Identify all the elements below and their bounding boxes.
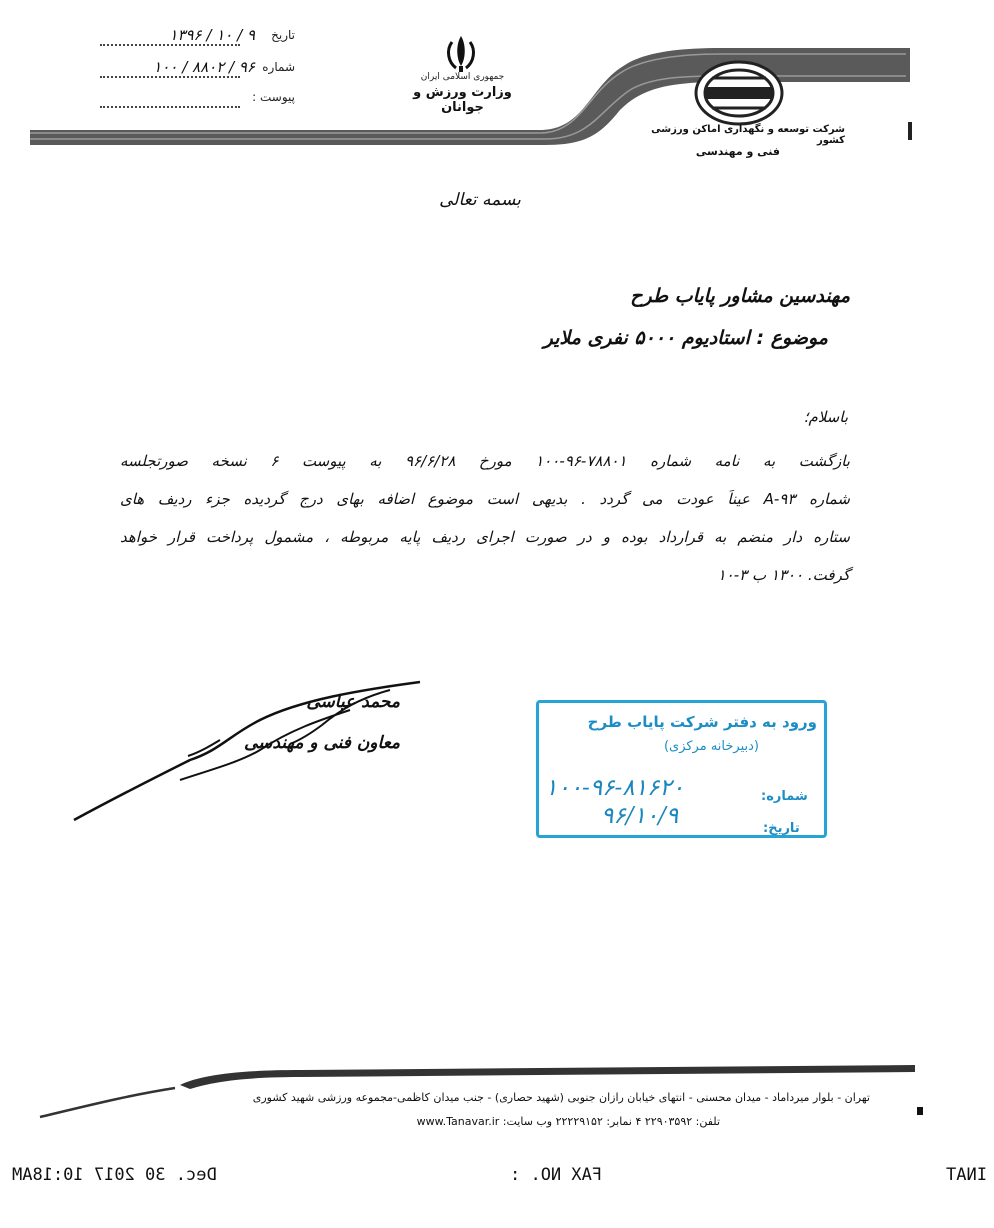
body-line-1: بازگشت به نامه شماره ۷۸۸۰۱-۹۶-۱۰۰ مورخ ۹۶/۶/۲۸ به پیوست ۶ نسخه صورتجلسه [120,452,850,470]
subject-line: موضوع : استادیوم ۵۰۰۰ نفری ملایر [543,327,828,349]
signer-title: معاون فنی و مهندسی [244,733,400,753]
ministry-name: وزارت ورزش و جوانان [413,85,512,115]
footer-mark [917,1107,923,1115]
greeting: باسلام؛ [803,408,848,426]
footer-address: تهران - بلوار میرداماد - میدان محسنی - انتهای خیابان رازان جنوبی (شهید حصاری) - جنب میدان کاظمی-مجموعه ورزشی شهید کشوری [252,1091,870,1104]
company-name: شرکت توسعه و نگهداری اماکن ورزشی کشور [651,124,845,146]
body-line-4: گرفت. ۱۳۰۰ ب ۳-۱۰ [717,566,850,584]
tanavar-logo-icon [692,58,787,128]
stamp-date-label: تاریخ: [763,821,800,836]
stamp-office: ورود به دفتر شرکت پایاب طرح [587,713,817,731]
date-label: تاریخ [271,28,295,42]
recipient-line: مهندسین مشاور پایاب طرح [630,285,850,307]
signer-name: محمد عباسی [306,692,400,712]
fax-edge: INAT [946,1165,987,1185]
department-name: فنی و مهندسی [695,145,780,158]
stamp-date-value: ۹۶/۱۰/۹ [601,803,679,829]
date-value: ۹ / ۱۰ / ۱۳۹۶ [169,26,255,44]
fax-timestamp: Dec. 30 2017 10:18AM [12,1165,217,1185]
fax-number: FAX NO. : [510,1165,603,1185]
number-value: ۹۶ / ۸۸۰۲ / ۱۰۰ [153,58,255,76]
stamp-number-label: شماره: [761,789,808,804]
stamp-number-value: ۱۰۰-۹۶-۸۱۶۲۰ [545,775,685,801]
stamp-secretariat: (دبیرخانه مرکزی) [663,739,759,754]
body-line-3: ستاره دار منضم به قرارداد بوده و در صورت اجرای ردیف پایه مربوطه ، مشمول پرداخت قرار خواهد [120,528,850,546]
footer-contact: تلفن: ۲۲۹۰۳۵۹۲ ۴ نمابر: ۲۲۲۲۹۱۵۲ وب سایت: www.Tanavar.ir [416,1115,720,1128]
ministry-country: جمهوری اسلامی ایران [420,72,505,82]
margin-mark [908,122,912,140]
attachment-label: پیوست : [252,90,295,104]
bismillah-heading: بسمه تعالی [439,190,521,210]
body-line-2: شماره A-۹۳ عیناً عودت می گردد . بدیهی است موضوع اضافه بهای درج گردیده جزء ردیف های [120,490,850,508]
receipt-stamp [536,700,827,838]
number-label: شماره [262,60,295,74]
